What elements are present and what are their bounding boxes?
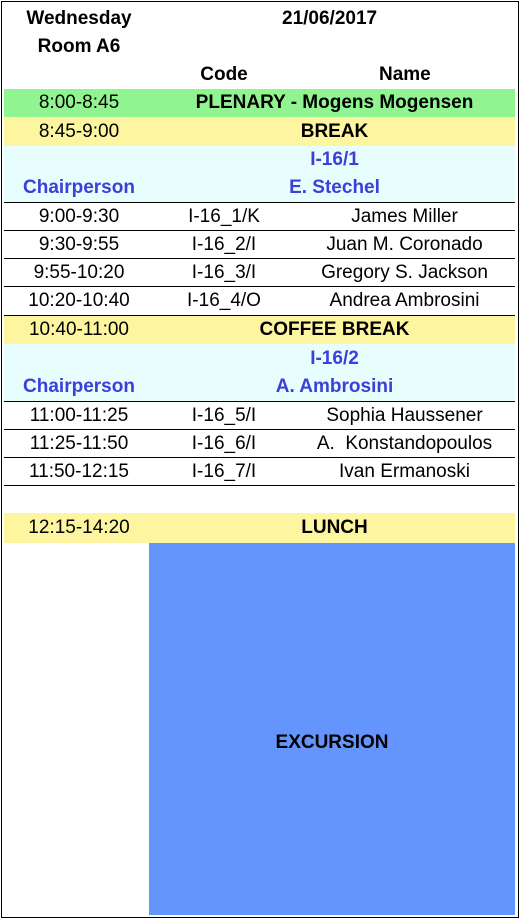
talk-speaker: Sophia Haussener (326, 404, 483, 426)
talk-row (4, 458, 515, 486)
talk-speaker: Gregory S. Jackson (321, 261, 488, 283)
session2-chair-label: Chairperson (23, 376, 135, 397)
date-label: 21/06/2017 (282, 8, 378, 29)
session1-code: I-16/1 (310, 149, 359, 170)
lunch-row (4, 513, 515, 543)
plenary-row (4, 89, 515, 117)
day-label: Wednesday (26, 8, 132, 29)
break-time: 8:45-9:00 (38, 120, 120, 142)
talk-speaker: James Miller (351, 205, 458, 227)
talk-row (4, 203, 515, 231)
talk-time: 9:00-9:30 (38, 205, 120, 227)
talk-row (4, 430, 515, 458)
talk-row (4, 287, 515, 316)
talk-code: I-16_6/I (191, 432, 257, 454)
excursion-block (149, 543, 515, 915)
talk-code: I-16_7/I (191, 460, 257, 482)
talk-row (4, 402, 515, 430)
session2-code-row (4, 344, 515, 373)
session2-chair-row (4, 373, 515, 402)
header-row-day (4, 6, 515, 32)
talk-code: I-16_4/O (187, 290, 261, 311)
code-column-heading: Code (200, 63, 248, 85)
break-row (4, 117, 515, 146)
talk-speaker: Andrea Ambrosini (329, 290, 480, 311)
header-row-room (4, 33, 515, 60)
talk-code: I-16_1/K (188, 205, 260, 227)
talk-row (4, 259, 515, 287)
plenary-time: 8:00-8:45 (38, 92, 120, 113)
coffee-break-title: COFFEE BREAK (259, 319, 410, 340)
plenary-title: PLENARY - Mogens Mogensen (195, 92, 474, 113)
session2-code: I-16/2 (310, 347, 359, 369)
talk-code: I-16_3/I (191, 261, 257, 283)
talk-time: 11:00-11:25 (29, 404, 129, 426)
session2-chair-name: A. Ambrosini (275, 376, 394, 397)
session1-code-row (4, 146, 515, 174)
blank-row (4, 486, 515, 513)
lunch-time: 12:15-14:20 (28, 517, 130, 538)
talk-speaker: A. Konstandopoulos (316, 432, 493, 454)
name-column-heading: Name (379, 63, 431, 85)
lunch-title: LUNCH (301, 517, 368, 538)
break-title: BREAK (300, 120, 369, 142)
session1-chair-label: Chairperson (23, 177, 135, 198)
session1-chair-name: E. Stechel (289, 177, 380, 198)
talk-speaker: Juan M. Coronado (326, 233, 483, 255)
coffee-break-time: 10:40-11:00 (28, 319, 129, 340)
talk-time: 9:55-10:20 (33, 261, 125, 283)
talk-time: 11:50-12:15 (28, 460, 129, 482)
coffee-break-row (4, 316, 515, 344)
talk-time: 9:30-9:55 (38, 233, 120, 255)
room-label: Room A6 (37, 35, 121, 57)
talk-code: I-16_5/I (191, 404, 257, 426)
talk-time: 11:25-11:50 (29, 432, 129, 454)
header-row-columns (4, 61, 515, 88)
talk-time: 10:20-10:40 (28, 290, 130, 311)
excursion-title: EXCURSION (275, 732, 389, 753)
talk-code: I-16_2/I (191, 233, 257, 255)
talk-row (4, 231, 515, 259)
session1-chair-row (4, 174, 515, 203)
talk-speaker: Ivan Ermanoski (339, 460, 470, 482)
